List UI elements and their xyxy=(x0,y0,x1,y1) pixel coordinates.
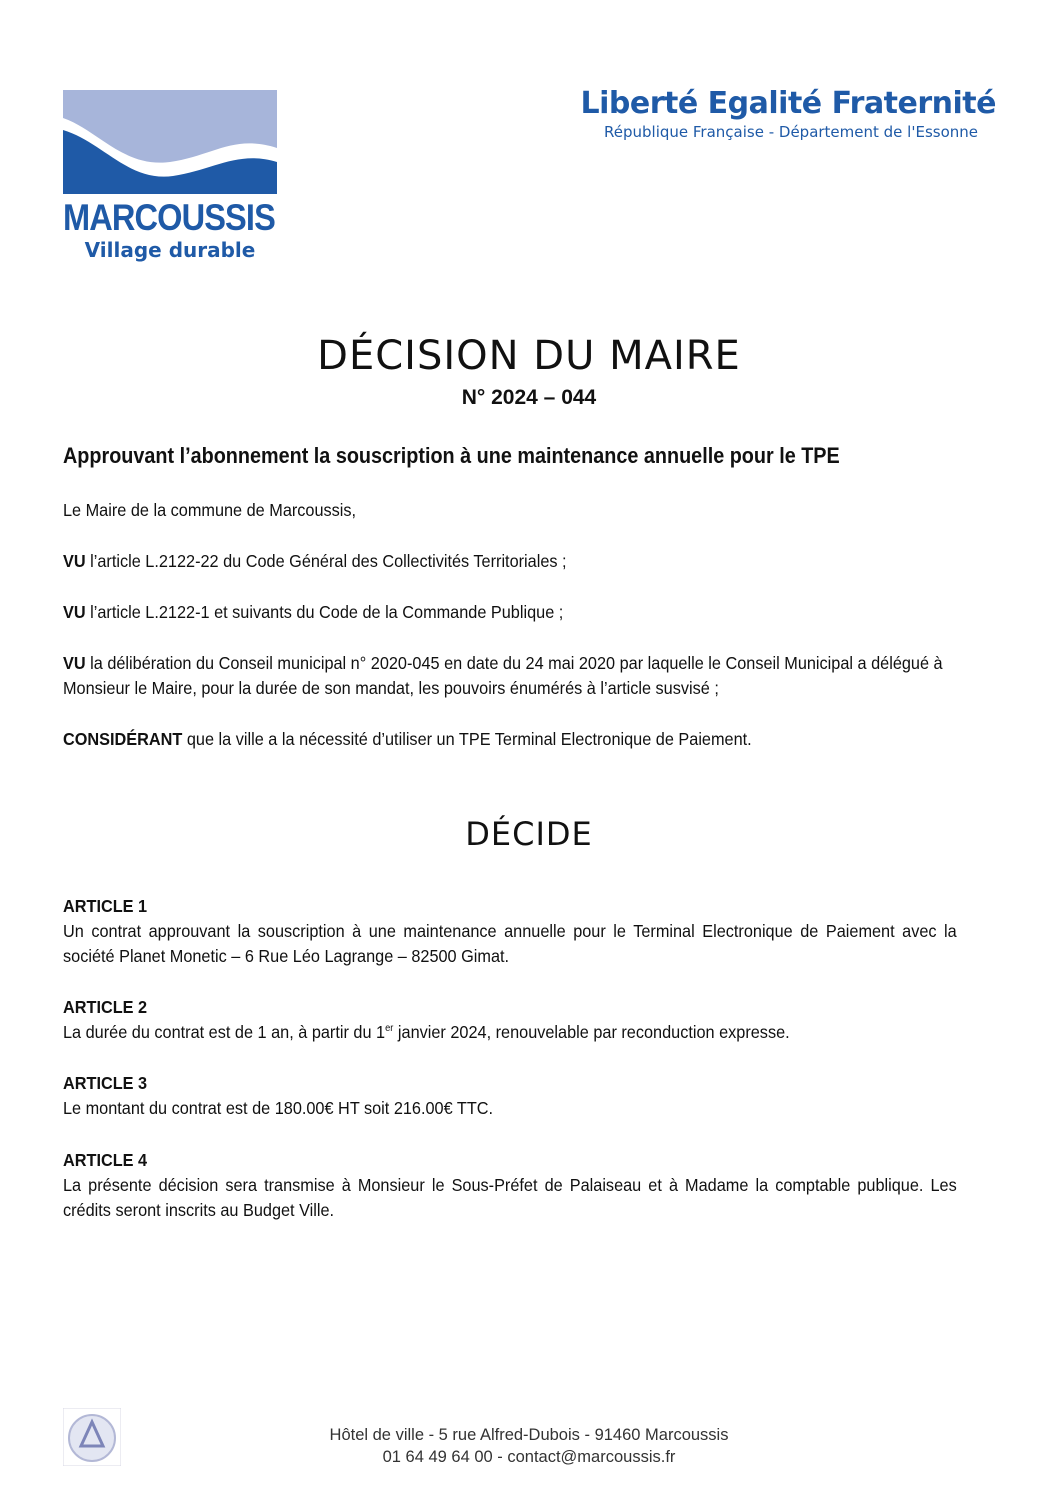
article-text: La présente décision sera transmise à Monsieur le Sous-Préfet de Palaiseau et à Madame la comptable publique. Les crédits seront inscrits au Budget Ville. xyxy=(63,1175,957,1220)
considering-paragraph xyxy=(63,727,957,752)
document-subject: Approuvant l’abonnement la souscription à une maintenance annuelle pour le TPE xyxy=(63,443,840,468)
document-number: N° 2024 – 044 xyxy=(461,386,597,409)
article-1 xyxy=(63,894,957,969)
republic-motto: Liberté Egalité Fraternité xyxy=(580,86,996,121)
marcoussis-logo xyxy=(63,90,277,265)
article-4 xyxy=(63,1148,957,1223)
recital-text: l’article L.2122-1 et suivants du Code de la Commande Publique ; xyxy=(85,602,564,622)
decide-heading: DÉCIDE xyxy=(465,815,593,853)
recital-lead: VU xyxy=(63,551,86,571)
document-title: DÉCISION DU MAIRE xyxy=(317,333,741,379)
recital-text: la délibération du Conseil municipal n° 2020-045 en date du 24 mai 2020 par laquelle le Conseil Municipal a délégué à Monsieur le Maire, pour la durée de son mandat, les pouvoirs énumérés à l’article susvisé ; xyxy=(63,653,943,698)
article-title: ARTICLE 2 xyxy=(63,997,148,1017)
footer-contact: 01 64 49 64 00 - contact@marcoussis.fr xyxy=(382,1448,676,1466)
recital-3 xyxy=(63,651,957,701)
footer-address: Hôtel de ville - 5 rue Alfred-Dubois - 91460 Marcoussis xyxy=(329,1426,729,1444)
article-text: Le montant du contrat est de 180.00€ HT soit 216.00€ TTC. xyxy=(63,1098,494,1118)
recital-text: que la ville a la nécessité d’utiliser un TPE Terminal Electronique de Paiement. xyxy=(182,729,752,749)
footer xyxy=(0,1424,1058,1468)
intro-paragraph: Le Maire de la commune de Marcoussis, xyxy=(63,500,357,520)
republic-header xyxy=(581,86,996,141)
recital-lead: CONSIDÉRANT xyxy=(63,729,183,749)
article-2 xyxy=(63,995,957,1045)
logo-wave-icon xyxy=(63,90,277,194)
article-title: ARTICLE 1 xyxy=(63,896,148,916)
recital-2 xyxy=(63,600,957,625)
recital-text: l’article L.2122-22 du Code Général des Collectivités Territoriales ; xyxy=(85,551,567,571)
logo-tagline: Village durable xyxy=(84,238,256,262)
article-text: Un contrat approuvant la souscription à une maintenance annuelle pour le Terminal Electronique de Paiement avec la société Planet Monetic – 6 Rue Léo Lagrange – 82500 Gimat. xyxy=(63,921,957,966)
recital-lead: VU xyxy=(63,602,86,622)
article-title: ARTICLE 4 xyxy=(63,1150,148,1170)
recital-lead: VU xyxy=(63,653,86,673)
article-title: ARTICLE 3 xyxy=(63,1073,148,1093)
article-text: La durée du contrat est de 1 an, à partir du 1er janvier 2024, renouvelable par reconduction expresse. xyxy=(63,1022,790,1042)
republic-subtitle: République Française - Département de l'Essonne xyxy=(604,123,978,141)
article-3 xyxy=(63,1071,957,1121)
logo-name: MARCOUSSIS xyxy=(63,197,275,238)
recital-1 xyxy=(63,549,957,574)
